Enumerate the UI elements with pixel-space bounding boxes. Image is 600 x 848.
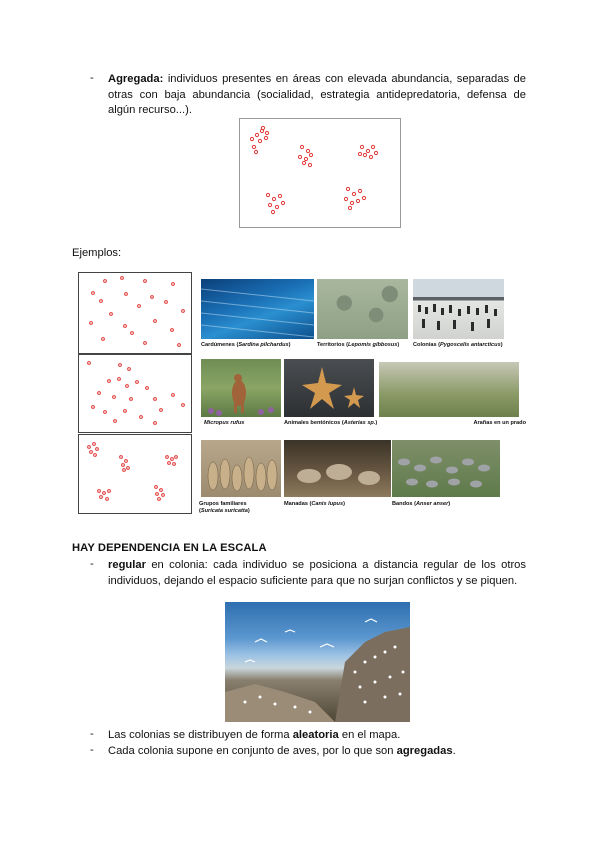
- agregada-paragraph: [108, 72, 526, 119]
- agregada-term: Agregada:: [108, 73, 164, 85]
- caption-colony: Colonias (Pygoscelis antarcticus): [413, 342, 503, 348]
- regular-text: en colonia: cada individuo se posiciona a distancia regular de los otros individuos, dejando el espacio suficiente para que no surjan conflictos y se piquen.: [108, 559, 526, 587]
- random-distribution-diagram-2: [78, 354, 192, 433]
- bullet-marker: -: [90, 728, 94, 740]
- cluster-2: [298, 145, 312, 166]
- section-heading: HAY DEPENDENCIA EN LA ESCALA: [72, 542, 267, 554]
- kangaroo-photo: [201, 359, 281, 417]
- caption-geese: Bandos (Anser anser): [392, 501, 451, 507]
- aggregated-dots: [240, 119, 400, 227]
- caption-starfish: Animales bentónicos (Asterias sp.): [284, 420, 378, 426]
- caption-meadow: Arañas en un prado: [473, 420, 526, 426]
- caption-territorial: Territorios (Lepomis gibbosus): [317, 342, 400, 348]
- meerkats-photo: [201, 440, 281, 497]
- cluster-3: [358, 145, 377, 158]
- meadow-photo: [379, 362, 519, 417]
- ejemplos-label: Ejemplos:: [72, 247, 122, 259]
- regular-paragraph: [108, 558, 526, 589]
- territorial-fish-nests-photo: [317, 279, 408, 339]
- gannet-colony-photo: [225, 602, 410, 722]
- cluster-5: [344, 187, 365, 209]
- cluster-4: [266, 193, 284, 213]
- agregada-text: individuos presentes en áreas con elevada abundancia, separadas de otras con baja abundancia (socialidad, estrategia antidepredatoria, defensa de algún recurso...).: [108, 73, 526, 116]
- bottom-bullet-1: Las colonias se distribuyen de forma aleatoria en el mapa.: [108, 729, 401, 741]
- random-distribution-diagram: [78, 272, 192, 354]
- sardines-photo: [201, 279, 314, 339]
- geese-photo: [392, 440, 500, 497]
- bullet-marker: -: [90, 558, 94, 570]
- cluster-1: [250, 126, 268, 153]
- caption-meerkats: Grupos familiares (Suricata suricatta): [199, 501, 250, 514]
- clustered-distribution-diagram: [78, 434, 192, 514]
- caption-sardines: Cardúmenes (Sardina pilchardus): [201, 342, 291, 348]
- aggregated-distribution-diagram: [239, 118, 401, 228]
- bullet-marker: -: [90, 744, 94, 756]
- wolves-photo: [284, 440, 391, 497]
- bullet-marker: -: [90, 72, 94, 84]
- penguin-colony-photo: [413, 279, 504, 339]
- starfish-photo: [284, 359, 374, 417]
- caption-kangaroo: Micropus rufus: [204, 420, 245, 426]
- regular-term: regular: [108, 559, 146, 571]
- bottom-bullet-2: Cada colonia supone en conjunto de aves, por lo que son agregadas.: [108, 745, 456, 757]
- caption-wolves: Manadas (Canis lupus): [284, 501, 345, 507]
